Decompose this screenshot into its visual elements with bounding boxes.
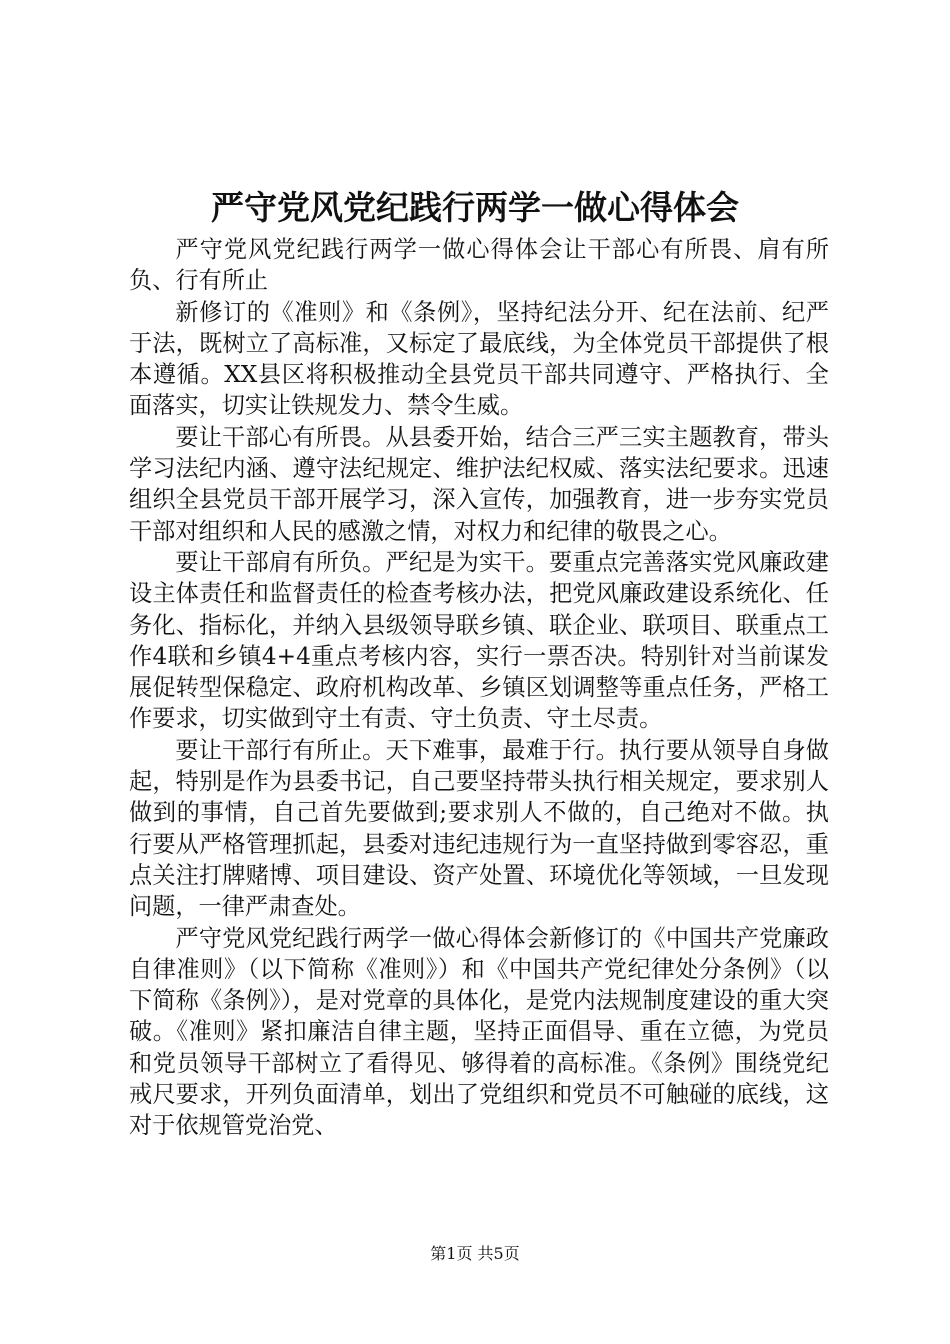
document-body [129, 234, 829, 1142]
document-title: 严守党风党纪践行两学一做心得体会 [211, 188, 739, 227]
paragraph: 要让干部心有所畏。从县委开始，结合三严三实主题教育，带头学习法纪内涵、遵守法纪规定、维护法纪权威、落实法纪要求。迅速组织全县党员干部开展学习，深入宣传，加强教育，进一步夯实党员干部对组织和人民的感激之情，对权力和纪律的敬畏之心。 [129, 423, 829, 545]
page-number-footer: 第1页 共5页 [430, 1244, 520, 1263]
paragraph: 严守党风党纪践行两学一做心得体会新修订的《中国共产党廉政自律准则》（以下简称《准则》）和《中国共产党纪律处分条例》（以下简称《条例》），是对党章的具体化，是党内法规制度建设的重大突破。《准则》紧扣廉洁自律主题，坚持正面倡导、重在立德，为党员和党员领导干部树立了看得见、够得着的高标准。《条例》围绕党纪戒尺要求，开列负面清单，划出了党组织和党员不可触碰的底线，这对于依规管党治党、 [129, 924, 829, 1140]
paragraph: 新修订的《准则》和《条例》，坚持纪法分开、纪在法前、纪严于法，既树立了高标准，又标定了最底线，为全体党员干部提供了根本遵循。XX县区将积极推动全县党员干部共同遵守、严格执行、全面落实，切实让铁规发力、禁令生威。 [129, 298, 829, 420]
paragraph: 要让干部行有所止。天下难事，最难于行。执行要从领导自身做起，特别是作为县委书记，自己要坚持带头执行相关规定，要求别人做到的事情，自己首先要做到;要求别人不做的，自己绝对不做。执行要从严格管理抓起，县委对违纪违规行为一直坚持做到零容忍，重点关注打牌赌博、项目建设、资产处置、环境优化等领域，一旦发现问题，一律严肃查处。 [129, 736, 829, 921]
paragraph: 严守党风党纪践行两学一做心得体会让干部心有所畏、肩有所负、行有所止 [129, 236, 829, 295]
paragraph: 要让干部肩有所负。严纪是为实干。要重点完善落实党风廉政建设主体责任和监督责任的检查考核办法，把党风廉政建设系统化、任务化、指标化，并纳入县级领导联乡镇、联企业、联项目、联重点工作4联和乡镇4+4重点考核内容，实行一票否决。特别针对当前谋发展促转型保稳定、政府机构改革、乡镇区划调整等重点任务，严格工作要求，切实做到守土有责、守土负责、守土尽责。 [129, 548, 829, 733]
